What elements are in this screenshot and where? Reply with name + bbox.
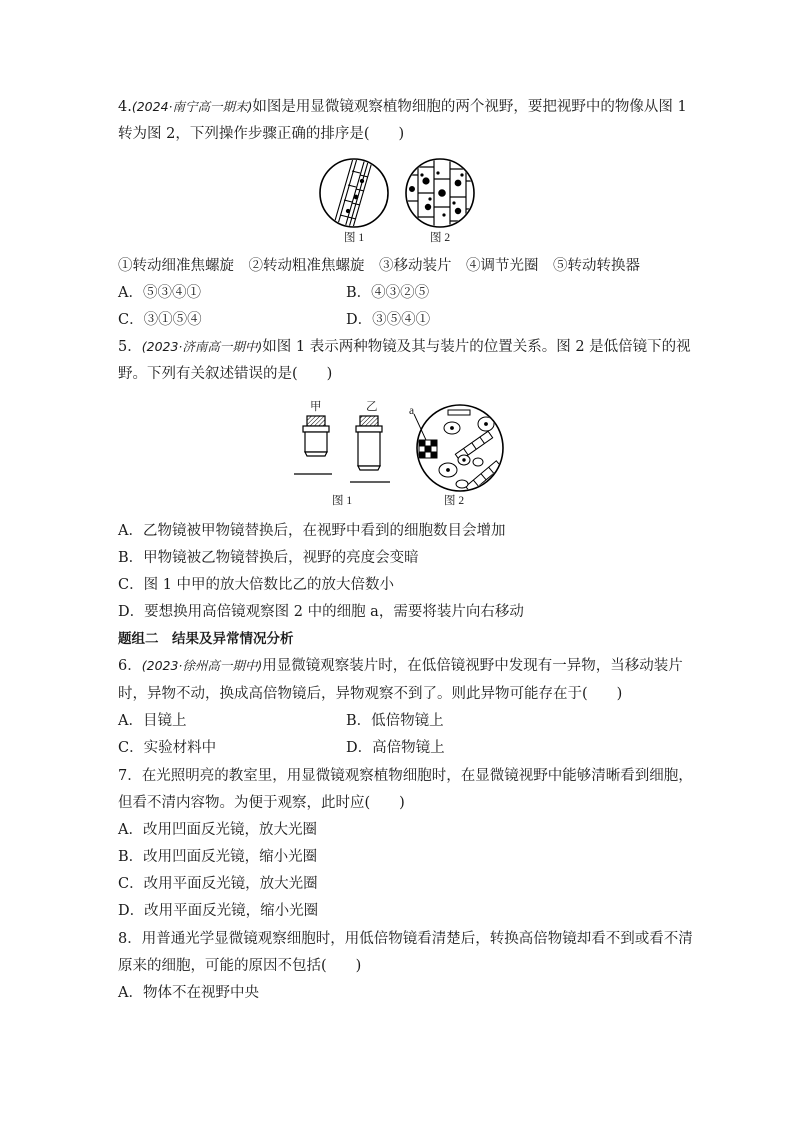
q4-line2: 转为图 2，下列操作步骤正确的排序是( ) [118,126,405,142]
q6-option-b: B．低倍物镜上 [346,713,444,729]
q6-stem-part1: 用显微镜观察装片时，在低倍镜视野中发现有一异物，当移动装片 [262,658,683,674]
q5-source: (2023·济南高一期中) [141,339,263,354]
q7-option-d: D．改用平面反光镜，缩小光圈 [118,903,319,919]
q6-number: 6． [118,658,142,674]
q5-option-c: C．图 1 中甲的放大倍数比乙的放大倍数小 [118,577,395,593]
q5-a-label: a [409,405,415,417]
q8-option-a: A．物体不在视野中央 [118,985,259,1001]
q4-option-b: B．④③②⑤ [346,285,430,301]
q6-source: (2023·徐州高一期中) [141,658,263,673]
q4-option-c: C．③①⑤④ [118,312,202,328]
q5-fig2-caption: 图 2 [444,495,465,507]
q5-fig1-caption: 图 1 [332,495,353,507]
q4-number: 4. [118,99,132,115]
q8-line1: 8．用普通光学显微镜观察细胞时，用低倍物镜看清楚后，转换高倍物镜却看不到或看不清 [118,931,693,947]
q4-fig2-caption: 图 2 [430,232,451,244]
objective-jia [294,416,332,474]
q4-line1 [118,97,687,117]
q4-source: (2024·南宁高一期末) [131,99,253,114]
q7-option-a: A．改用凹面反光镜，放大光圈 [118,822,317,838]
q4-fig2-view [406,155,478,231]
objective-yi [350,416,390,482]
q4-fig1-caption: 图 1 [344,232,365,244]
q6-option-c: C．实验材料中 [118,740,217,756]
q5-fig2-view [408,402,504,494]
q4-figure [318,155,478,231]
q5-line2: 野。下列有关叙述错误的是( ) [118,366,333,382]
q5-jia-label: 甲 [310,401,322,413]
q7-line2: 但看不清内容物。为便于观察，此时应( ) [118,795,405,811]
q7-option-c: C．改用平面反光镜，放大光圈 [118,876,318,892]
q4-fig1-view [320,155,388,231]
q6-option-d: D．高倍物镜上 [346,740,445,756]
q4-steps: ①转动细准焦螺旋 ②转动粗准焦螺旋 ③移动装片 ④调节光圈 ⑤转动转换器 [118,258,640,274]
q4-stem-part1: 如图是用显微镜观察植物细胞的两个视野，要把视野中的物像从图 1 [252,99,687,115]
q8-line2: 原来的细胞，可能的原因不包括( ) [118,958,362,974]
q7-line1: 7．在光照明亮的教室里，用显微镜观察植物细胞时，在显微镜视野中能够清晰看到细胞， [118,768,693,784]
q5-line1 [118,337,691,357]
q5-stem-part1: 如图 1 表示两种物镜及其与装片的位置关系。图 2 是低倍镜下的视 [262,339,691,355]
q6-line1 [118,656,683,676]
q6-line2: 时，异物不动，换成高倍物镜后，异物观察不到了。则此异物可能存在于( ) [118,686,623,702]
q5-objective-figure [294,412,394,488]
group2-heading: 题组二 结果及异常情况分析 [118,631,294,647]
q5-option-a: A．乙物镜被甲物镜替换后，在视野中看到的细胞数目会增加 [118,523,506,539]
q6-option-a: A．目镜上 [118,713,187,729]
q5-option-d: D．要想换用高倍镜观察图 2 中的细胞 a，需要将装片向右移动 [118,604,524,620]
q5-number: 5． [118,339,142,355]
q5-yi-label: 乙 [366,401,378,413]
q4-option-d: D．③⑤④① [346,312,431,328]
q4-option-a: A．⑤③④① [118,285,201,301]
q7-option-b: B．改用凹面反光镜，缩小光圈 [118,849,318,865]
q5-option-b: B．甲物镜被乙物镜替换后，视野的亮度会变暗 [118,550,419,566]
